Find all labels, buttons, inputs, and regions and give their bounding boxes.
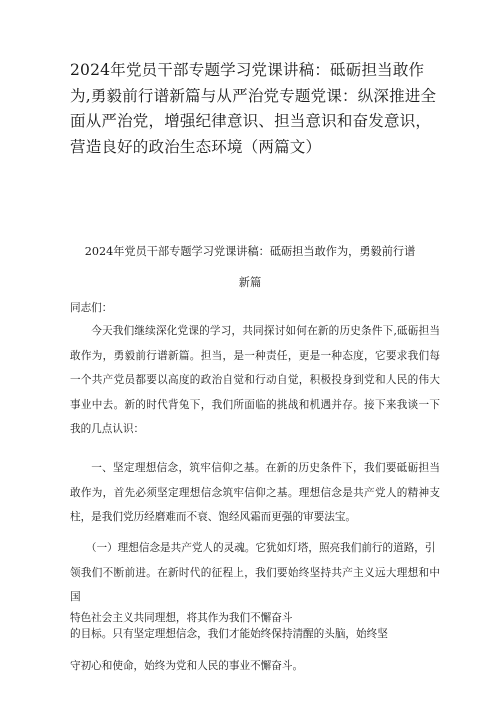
paragraph-line: 特色社会主义共同理想，将其作为我们不懈奋斗 [70,611,293,624]
section-title-line-1: 2024年党员干部专题学习党课讲稿：砥砺担当敢作为，勇毅前行谱 [84,245,416,258]
paragraph-line: 守初心和使命，始终为党和人民的事业不懈奋斗。 [70,659,304,672]
paragraph-intro: 今天我们继续深化党课的学习，共同探讨如何在新的历史条件下,砥砺担当敢作为，勇毅前行谱新篇。担当，是一种责任，更是一种态度，它要求我们每一个共产党员都要以高度的政治自觉和行动自觉，积极投身到党和人民的伟大事业中去。新的时代背兔下，我们所面临的挑战和机遇并存。接下来我谈一下我的几点认识： [70,325,440,435]
paragraph-subpoint-one [70,536,440,678]
salutation: 同志们： [70,302,113,314]
paragraph-line: 领我们不断前进。在新时代的征程上，我们要始终坚持共产主义远大理想和中国 [70,566,440,603]
paragraph-line: （一）理想信念是共产党人的灵魂。它犹如灯塔，照亮我们前行的道路，引 [85,542,436,554]
paragraph-line: 的目标。只有坚定理想信念，我们才能始终保持清醒的头脑，始终坚 [70,627,388,640]
document-title: 2024年党员干部专题学习党课讲稿：砥砺担当敢作为,勇毅前行谱新篇与从严治党专题党课：纵深推进全面从严治党，增强纪律意识、担当意识和奋发意识，营造良好的政治生态环境（两篇文） [70,61,437,156]
paragraph-point-one: 一、坚定理想信念，筑牢信仰之基。在新的历史条件下，我们要砥砺担当敢作为，首先必须坚定理想信念筑牢信仰之基。理想信念是共产党人的精神支柱，是我们党历经磨难而不衰、饱经风霜而更强的审要法宝。 [70,462,440,523]
section-title-line-2: 新篇 [238,276,262,289]
